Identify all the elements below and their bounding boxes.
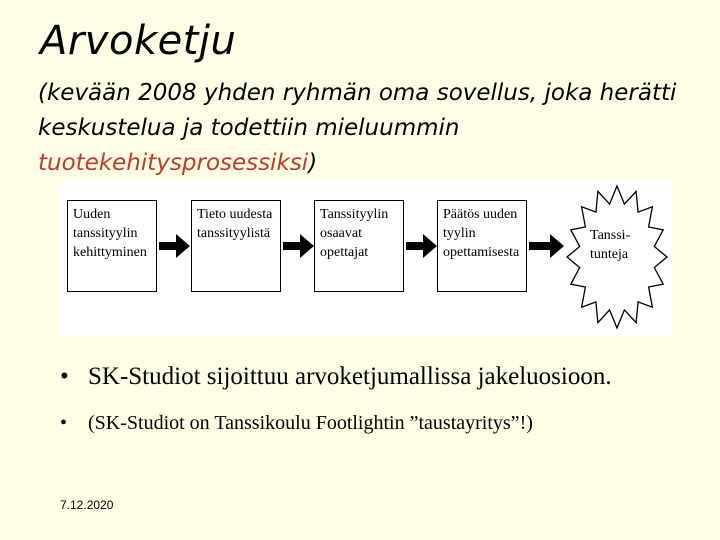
bullet-dot-icon: •: [60, 412, 68, 434]
starburst-label: Tanssi- tunteja: [590, 228, 631, 262]
arrow-4: [529, 234, 565, 258]
bullet-text-2: (SK-Studiot on Tanssikoulu Footlightin ”taustayritys”!): [88, 412, 533, 434]
footer-date: 7.12.2020: [60, 498, 114, 512]
bullet-item-2: [58, 410, 698, 436]
subtitle-suffix: ): [308, 150, 318, 176]
process-box-4: Päätös uuden tyylin opettamisesta: [437, 200, 527, 292]
bullet-text-1: SK-Studiot sijoittuu arvoketjumallissa jakeluosioon.: [88, 363, 612, 390]
process-box-1: Uuden tanssityylin kehittyminen: [67, 200, 157, 292]
arrow-1: [159, 234, 191, 258]
slide-subtitle: [38, 76, 698, 181]
slide-title: Arvoketju: [40, 18, 237, 64]
subtitle-highlight: tuotekehitysprosessiksi: [38, 150, 309, 176]
process-box-2: Tieto uudesta tanssityylistä: [191, 200, 281, 292]
process-box-3: Tanssityylin osaavat opettajat: [314, 200, 404, 292]
arrow-2: [283, 234, 315, 258]
arrow-3: [406, 234, 438, 258]
value-chain-diagram: [60, 180, 672, 336]
bullet-list: [58, 360, 698, 436]
bullet-dot-icon: •: [60, 363, 69, 390]
subtitle-prefix: (kevään 2008 yhden ryhmän oma sovellus, joka herätti keskustelua ja todettiin mieluummin: [38, 80, 677, 141]
bullet-item-1: [58, 360, 698, 394]
